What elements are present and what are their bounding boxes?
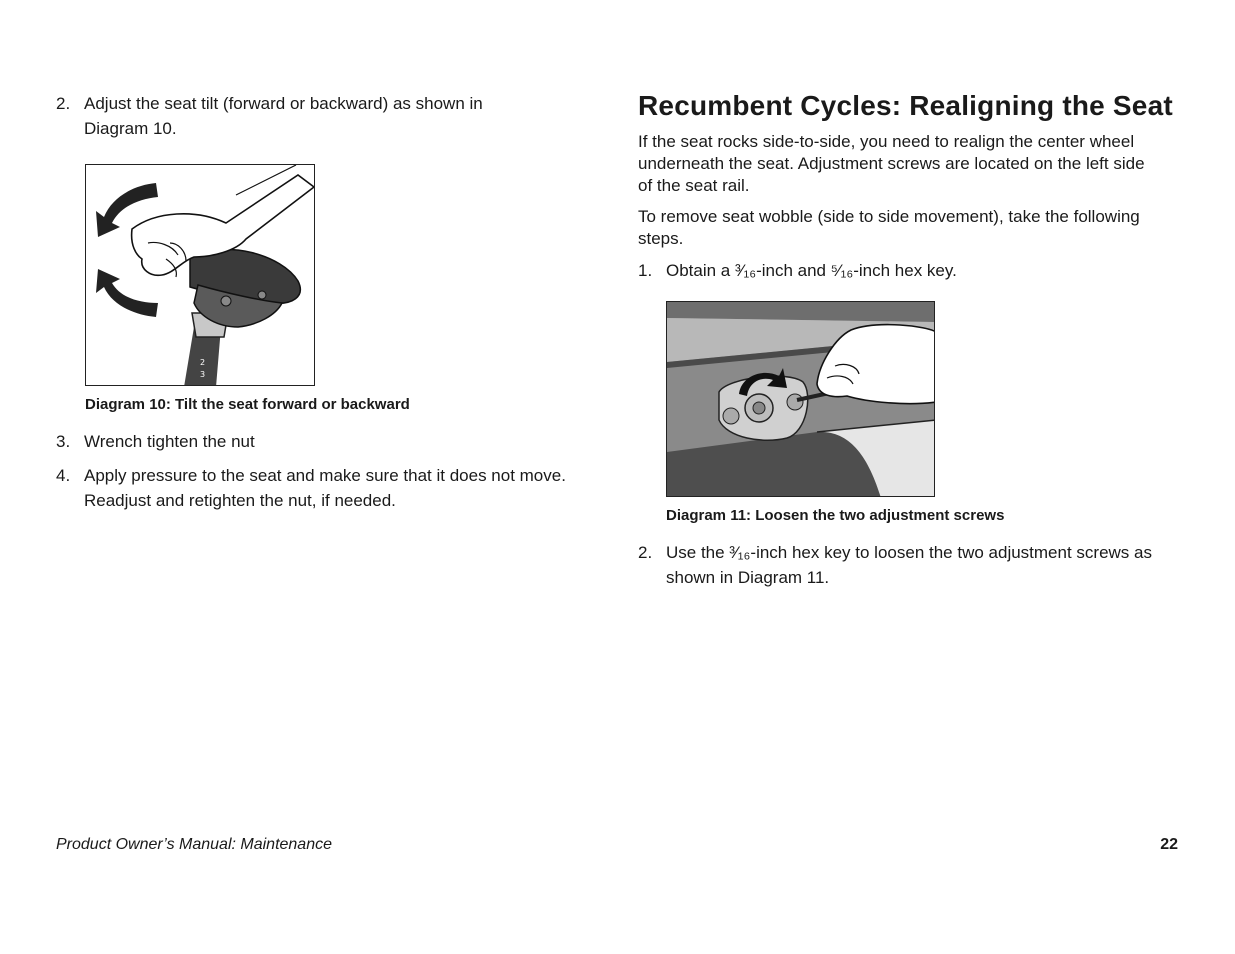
step-number: 1.	[638, 261, 653, 280]
step-number: 3.	[56, 432, 71, 451]
section-heading: Recumbent Cycles: Realigning the Seat	[638, 90, 1173, 121]
step-text-line-2: Diagram 10.	[84, 119, 177, 138]
right-step-1	[638, 258, 1198, 284]
paragraph-line: To remove seat wobble (side to side movement), take the following	[638, 207, 1140, 226]
step-number: 2.	[638, 543, 653, 562]
paragraph-1	[638, 131, 1198, 197]
paragraph-line: steps.	[638, 229, 684, 248]
step-text-line-2: shown in Diagram 11.	[666, 568, 830, 587]
right-step-2	[638, 540, 1198, 592]
paragraph-2	[638, 206, 1198, 250]
step-number: 2.	[56, 94, 71, 113]
adjustment-screws-illustration	[667, 302, 935, 497]
svg-text:2: 2	[200, 358, 206, 367]
step-text: Obtain a ³⁄₁₆-inch and ⁵⁄₁₆-inch hex key.	[666, 261, 957, 280]
paragraph-line: of the seat rail.	[638, 176, 750, 195]
diagram-10-image	[85, 164, 315, 386]
step-text-line-2: Readjust and retighten the nut, if needed.	[84, 491, 396, 510]
diagram-11-caption: Diagram 11: Loosen the two adjustment screws	[666, 507, 1005, 524]
step-text: Wrench tighten the nut	[84, 432, 255, 451]
step-text-line-1: Use the ³⁄₁₆-inch hex key to loosen the two adjustment screws as	[666, 543, 1152, 562]
footer-title: Product Owner’s Manual: Maintenance	[56, 836, 332, 853]
left-step-2	[56, 91, 596, 143]
left-step-4	[56, 463, 616, 515]
step-text-line-1: Adjust the seat tilt (forward or backward) as shown in	[84, 94, 483, 113]
paragraph-line: If the seat rocks side-to-side, you need to realign the center wheel	[638, 132, 1135, 151]
step-number: 4.	[56, 466, 71, 485]
diagram-10-caption: Diagram 10: Tilt the seat forward or backward	[85, 396, 410, 413]
paragraph-line: underneath the seat. Adjustment screws are located on the left side	[638, 154, 1145, 173]
left-step-3	[56, 429, 596, 455]
svg-text:3: 3	[200, 370, 206, 379]
step-text-line-1: Apply pressure to the seat and make sure that it does not move.	[84, 466, 566, 485]
seat-tilt-illustration	[86, 165, 315, 386]
page-number: 22	[1160, 836, 1178, 853]
diagram-11-image	[666, 301, 935, 497]
